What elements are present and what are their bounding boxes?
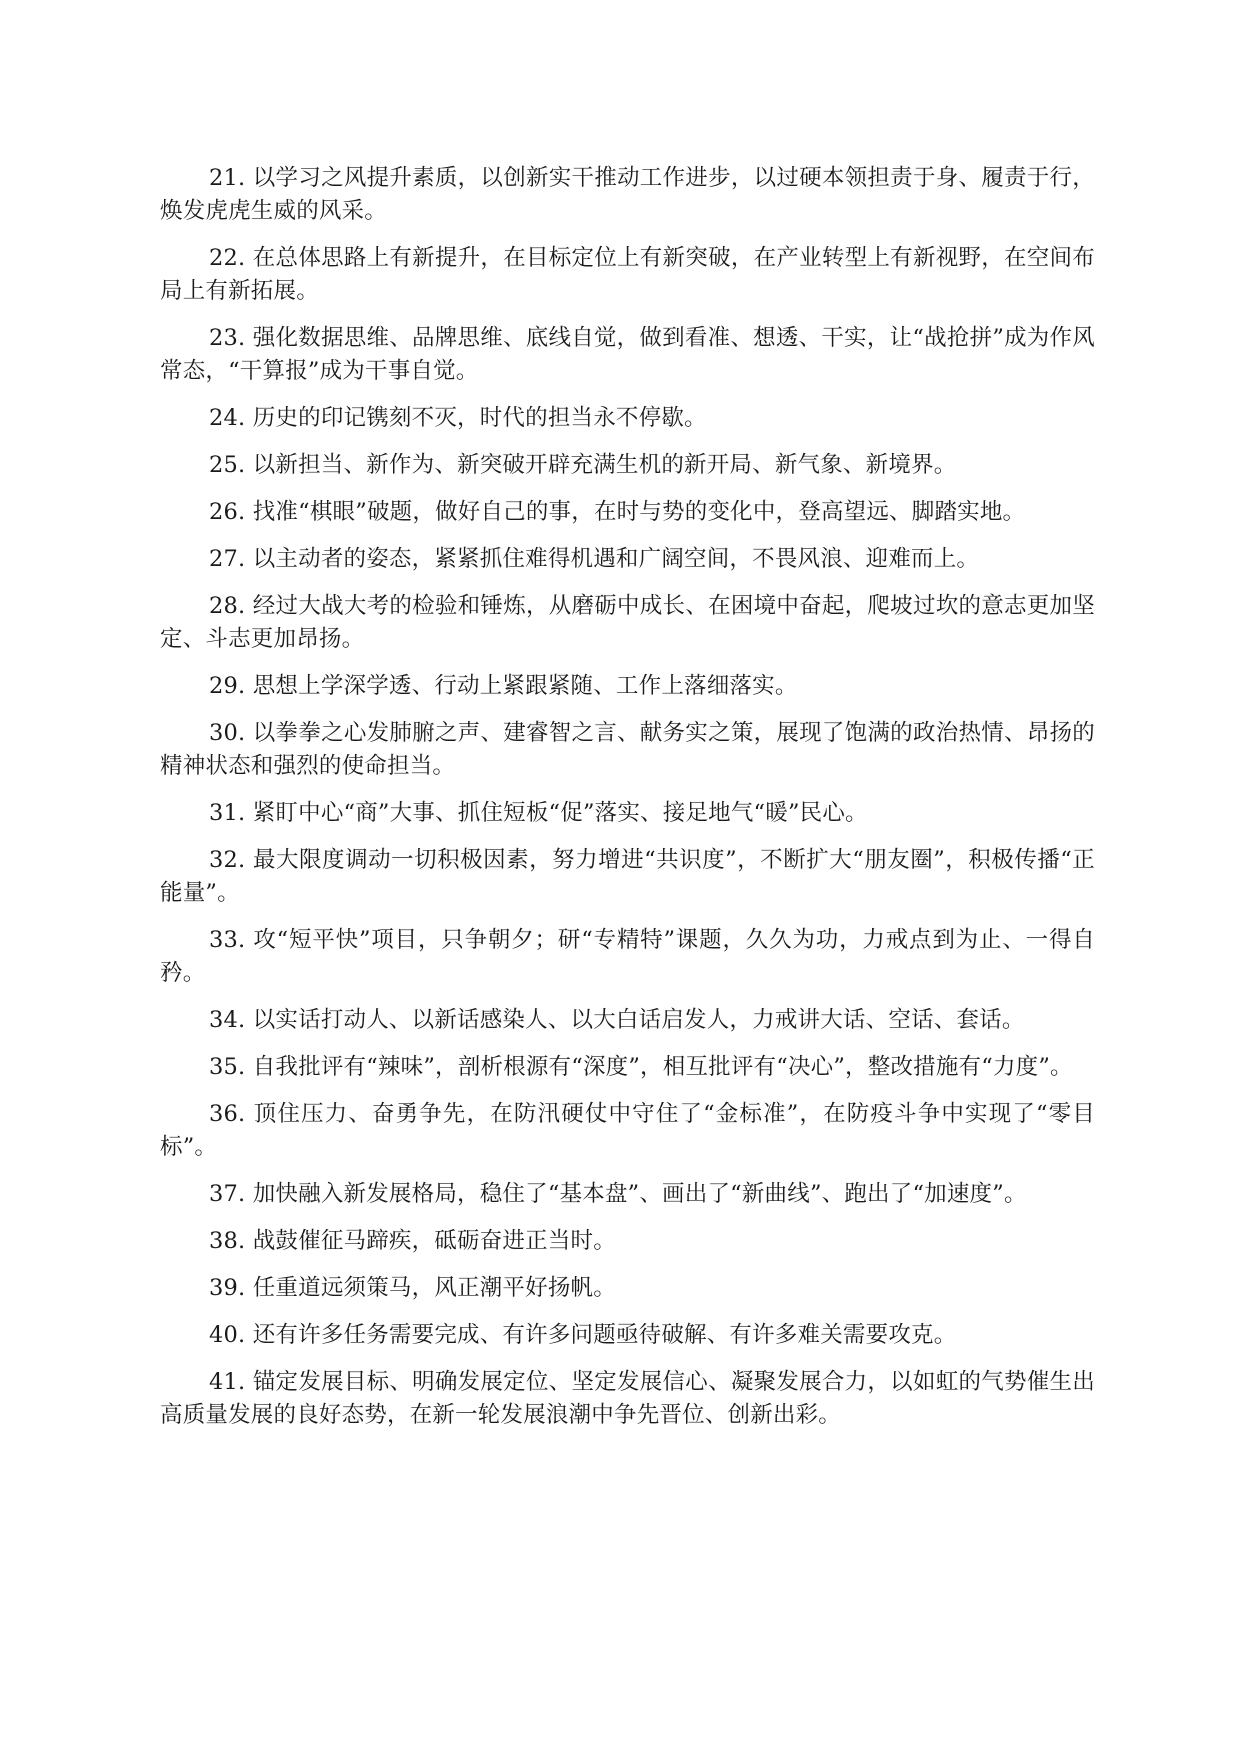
list-item: 39. 任重道远须策马，风正潮平好扬帆。 bbox=[209, 1275, 616, 1301]
list-item: 31. 紧盯中心“商”大事、抓住短板“促”落实、接足地气“暖”民心。 bbox=[209, 800, 868, 826]
list-item: 24. 历史的印记镌刻不灭，时代的担当永不停歇。 bbox=[209, 405, 707, 431]
list-item: 21. 以学习之风提升素质，以创新实干推动工作进步，以过硬本领担责于身、履责于行，焕发虎虎生威的风采。 bbox=[160, 165, 1095, 224]
list-item: 36. 顶住压力、奋勇争先，在防汛硬仗中守住了“金标准”，在防疫斗争中实现了“零目标”。 bbox=[160, 1101, 1095, 1160]
list-item: 33. 攻“短平快”项目，只争朝夕；研“专精特”课题，久久为功，力戒点到为止、一得自矜。 bbox=[160, 927, 1095, 986]
list-item: 27. 以主动者的姿态，紧紧抓住难得机遇和广阔空间，不畏风浪、迎难而上。 bbox=[209, 546, 980, 572]
list-item: 30. 以拳拳之心发肺腑之声、建睿智之言、献务实之策，展现了饱满的政治热情、昂扬的精神状态和强烈的使命担当。 bbox=[160, 720, 1095, 779]
list-item: 40. 还有许多任务需要完成、有许多问题亟待破解、有许多难关需要攻克。 bbox=[209, 1322, 957, 1348]
list-item: 37. 加快融入新发展格局，稳住了“基本盘”、画出了“新曲线”、跑出了“加速度”。 bbox=[209, 1181, 1027, 1207]
list-item: 29. 思想上学深学透、行动上紧跟紧随、工作上落细落实。 bbox=[209, 673, 798, 699]
list-item: 26. 找准“棋眼”破题，做好自己的事，在时与势的变化中，登高望远、脚踏实地。 bbox=[209, 499, 1026, 525]
list-item: 41. 锚定发展目标、明确发展定位、坚定发展信心、凝聚发展合力，以如虹的气势催生出高质量发展的良好态势，在新一轮发展浪潮中争先晋位、创新出彩。 bbox=[160, 1369, 1095, 1428]
list-item: 25. 以新担当、新作为、新突破开辟充满生机的新开局、新气象、新境界。 bbox=[209, 452, 957, 478]
list-item: 34. 以实话打动人、以新话感染人、以大白话启发人，力戒讲大话、空话、套话。 bbox=[209, 1007, 1025, 1033]
list-item: 23. 强化数据思维、品牌思维、底线自觉，做到看准、想透、干实，让“战抢拼”成为作风常态，“干算报”成为干事自觉。 bbox=[160, 325, 1095, 384]
document-page bbox=[160, 162, 1095, 1446]
list-item: 35. 自我批评有“辣味”，剖析根源有“深度”，相互批评有“决心”，整改措施有“力度”。 bbox=[209, 1054, 1073, 1080]
list-item: 28. 经过大战大考的检验和锤炼，从磨砺中成长、在困境中奋起，爬坡过坎的意志更加坚定、斗志更加昂扬。 bbox=[160, 593, 1095, 652]
list-item: 22. 在总体思路上有新提升，在目标定位上有新突破，在产业转型上有新视野，在空间布局上有新拓展。 bbox=[160, 245, 1095, 304]
list-item: 38. 战鼓催征马蹄疾，砥砺奋进正当时。 bbox=[209, 1228, 616, 1254]
list-item: 32. 最大限度调动一切积极因素，努力增进“共识度”，不断扩大“朋友圈”，积极传播“正能量”。 bbox=[160, 847, 1095, 906]
